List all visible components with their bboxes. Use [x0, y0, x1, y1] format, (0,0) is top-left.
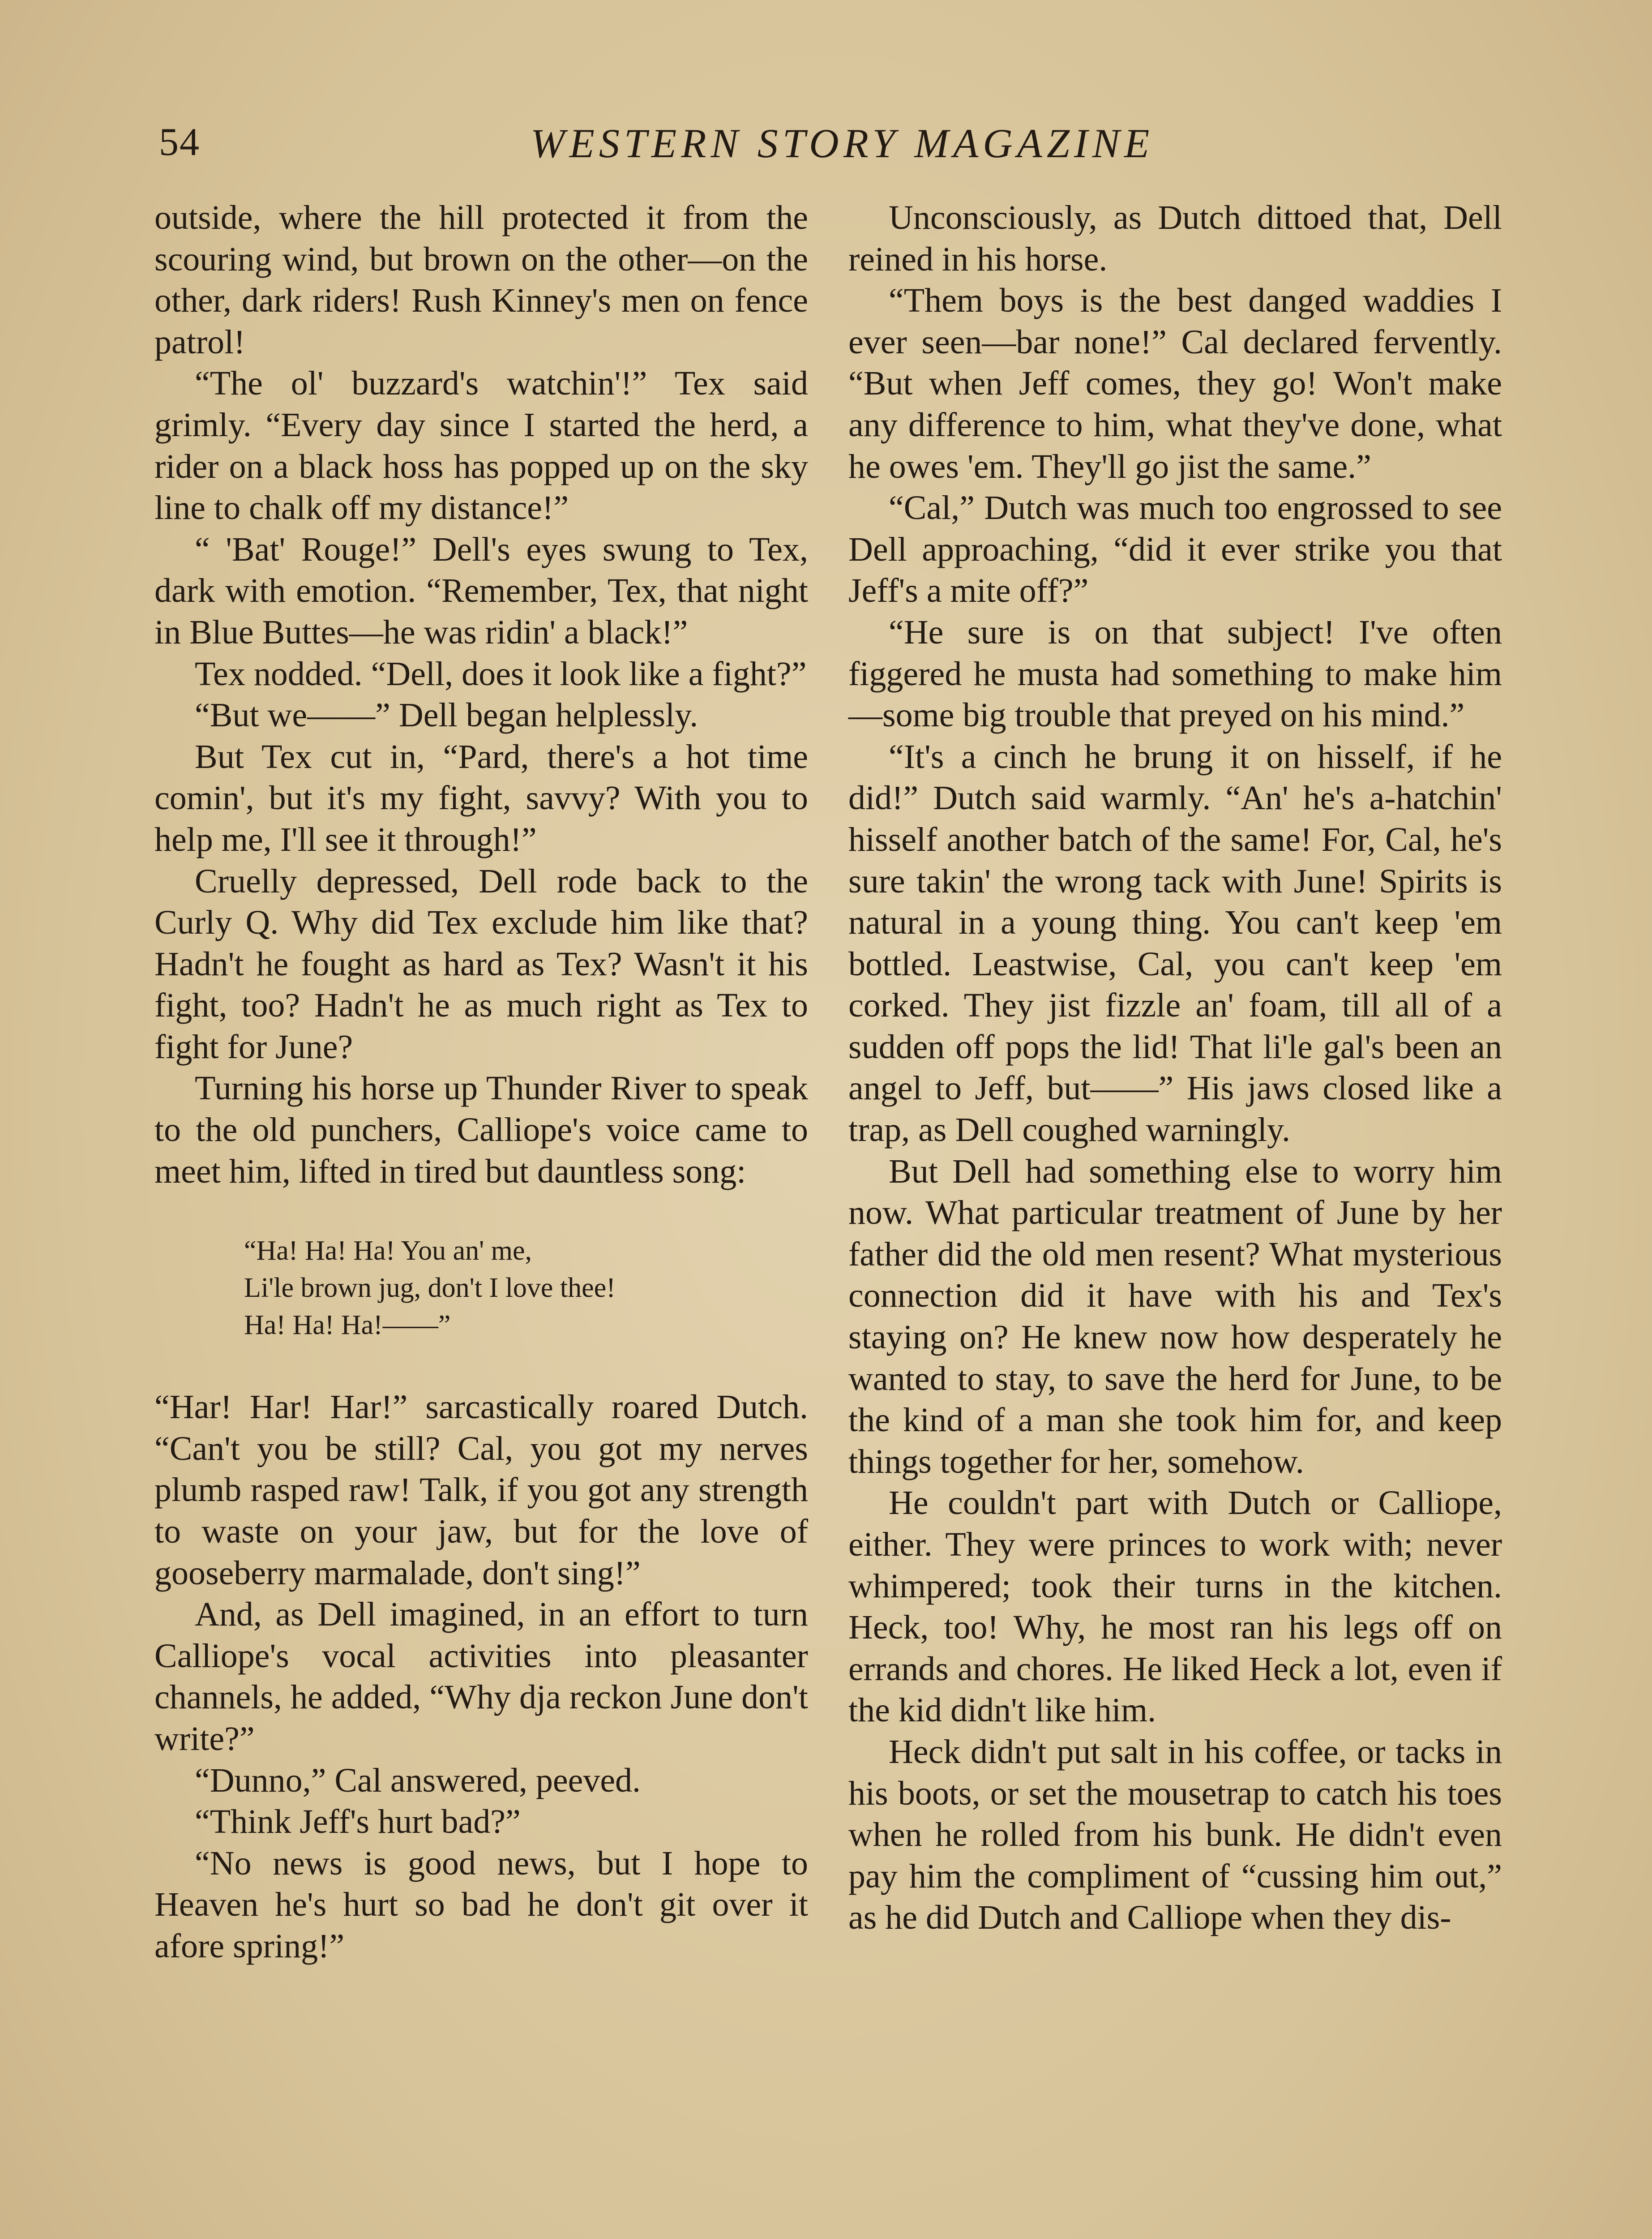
page-header — [159, 114, 1498, 177]
paragraph: “ 'Bat' Rouge!” Dell's eyes swung to Tex, dark with emotion. “Remember, Tex, that night in Blue Buttes—he was ridin' a black!” — [154, 530, 808, 651]
paragraph: Cruelly depressed, Dell rode back to the Curly Q. Why did Tex exclude him like that? Hadn't he fought as hard as Tex? Wasn't it his fight, too? Hadn't he as much right as Tex to fight for June? — [154, 862, 808, 1066]
paragraph: “The ol' buzzard's watchin'!” Tex said grimly. “Every day since I started the herd, a rider on a black hoss has popped up on the sky line to chalk off my distance!” — [154, 365, 808, 527]
paragraph: Unconsciously, as Dutch dittoed that, Dell reined in his horse. — [848, 199, 1502, 278]
paragraph: Tex nodded. “Dell, does it look like a fight?” — [195, 655, 807, 693]
right-column — [848, 197, 1502, 1939]
paragraph: “He sure is on that subject! I've often figgered he musta had something to make him—some big trouble that preyed on his mind.” — [848, 613, 1502, 734]
paragraph: Turning his horse up Thunder River to speak to the old punchers, Calliope's voice came to meet him, lifted in tired but dauntless song: — [154, 1069, 808, 1190]
paragraph: “Dunno,” Cal answered, peeved. — [195, 1761, 641, 1799]
paragraph: “But we——” Dell began helplessly. — [195, 696, 698, 734]
paragraph: He couldn't part with Dutch or Calliope, either. They were princes to work with; never whimpered; took their turns in the kitchen. Heck, too! Why, he most ran his legs off on errands and chores. He liked Heck a lot, even if the kid didn't like him. — [848, 1484, 1502, 1729]
left-column — [154, 197, 808, 1967]
song-verse — [244, 1232, 808, 1344]
paragraph: Heck didn't put salt in his coffee, or tacks in his boots, or set the mousetrap to catch his toes when he rolled from his bunk. He didn't even pay him the compliment of “cussing him out,” as he did Dutch and Calliope when they dis- — [848, 1733, 1502, 1937]
verse-line: Li'le brown jug, don't I love thee! — [244, 1273, 616, 1304]
paragraph: But Tex cut in, “Pard, there's a hot time comin', but it's my fight, savvy? With you to help me, I'll see it through!” — [154, 738, 808, 858]
paragraph: And, as Dell imagined, in an effort to turn Calliope's vocal activities into pleasanter channels, he added, “Why dja reckon June don't write?” — [154, 1596, 808, 1758]
verse-line: Ha! Ha! Ha!——” — [244, 1310, 451, 1341]
paragraph: “Think Jeff's hurt bad?” — [195, 1803, 521, 1841]
paragraph: But Dell had something else to worry him now. What particular treatment of June by her father did the old men resent? What mysterious connection did it have with his and Tex's staying on? He knew now how desperately he wanted to stay, to save the herd for June, to be the kind of a man she took him for, and keep things together for her, somehow. — [848, 1152, 1502, 1480]
paragraph: “Cal,” Dutch was much too engrossed to see Dell approaching, “did it ever strike you that Jeff's a mite off?” — [848, 489, 1502, 610]
paragraph: “Them boys is the best danged waddies I ever seen—bar none!” Cal declared fervently. “But when Jeff comes, they go! Won't make any difference to him, what they've done, what he owes 'em. They'll go jist the same.” — [848, 282, 1502, 485]
running-title: WESTERN STORY MAGAZINE — [531, 120, 1154, 166]
paragraph: “It's a cinch he brung it on hisself, if he did!” Dutch said warmly. “An' he's a-hatchin' hisself another batch of the same! For, Cal, he's sure takin' the wrong tack with June! Spirits is natural in a young thing. You can't keep 'em bottled. Leastwise, Cal, you can't keep 'em corked. They jist fizzle an' foam, till all of a sudden off pops the lid! That li'le gal's been an angel to Jeff, but——” His jaws closed like a trap, as Dell coughed warningly. — [848, 738, 1502, 1149]
paragraph: outside, where the hill protected it from the scouring wind, but brown on the other—on the other, dark riders! Rush Kinney's men on fence patrol! — [154, 199, 808, 361]
verse-line: “Ha! Ha! Ha! You an' me, — [244, 1235, 532, 1266]
paragraph: “Har! Har! Har!” sarcastically roared Dutch. “Can't you be still? Cal, you got my nerves plumb rasped raw! Talk, if you got any strength to waste on your jaw, but for the love of gooseberry marmalade, don't sing!” — [154, 1388, 808, 1592]
paragraph: “No news is good news, but I hope to Heaven he's hurt so bad he don't git over it afore spring!” — [154, 1844, 808, 1965]
page-number: 54 — [159, 120, 200, 164]
